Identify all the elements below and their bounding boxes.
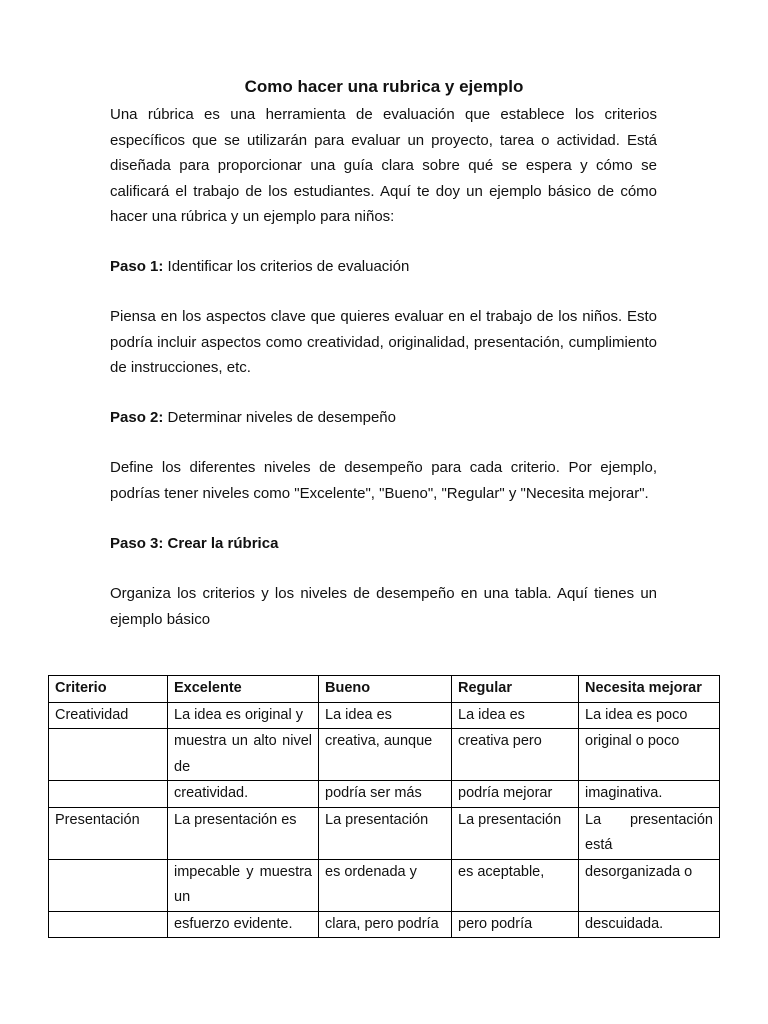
table-cell xyxy=(49,859,168,911)
table-cell: clara, pero podría xyxy=(319,911,452,938)
step1-heading xyxy=(110,254,657,280)
table-cell: podría mejorar xyxy=(452,781,579,808)
header-excelente: Excelente xyxy=(168,676,319,703)
table-cell: podría ser más xyxy=(319,781,452,808)
table-cell: pero podría xyxy=(452,911,579,938)
table-row xyxy=(49,859,720,911)
table-cell: descuidada. xyxy=(579,911,720,938)
table-cell xyxy=(49,781,168,808)
table-cell: creatividad. xyxy=(168,781,319,808)
table-row xyxy=(49,729,720,781)
table-cell: muestra un alto nivel de xyxy=(168,729,319,781)
table-cell: imaginativa. xyxy=(579,781,720,808)
table-row xyxy=(49,911,720,938)
table-cell: La presentación está xyxy=(579,807,720,859)
table-row xyxy=(49,781,720,808)
table-cell xyxy=(49,729,168,781)
intro-paragraph: Una rúbrica es una herramienta de evaluación que establece los criterios específicos que se utilizarán para evaluar un proyecto, tarea o actividad. Está diseñada para proporcionar una guía clara sobre qué se espera y cómo se calificará el trabajo de los estudiantes. Aquí te doy un ejemplo básico de cómo hacer una rúbrica y un ejemplo para niños: xyxy=(110,106,657,225)
table-cell: La presentación es xyxy=(168,807,319,859)
document-title: Como hacer una rubrica y ejemplo xyxy=(244,77,524,96)
step2-label: Paso 2: xyxy=(110,409,164,426)
table-cell: La idea es original y xyxy=(168,702,319,729)
table-cell: La presentación xyxy=(452,807,579,859)
step2-heading xyxy=(110,405,657,431)
step1-label: Paso 1: xyxy=(110,258,164,275)
step2-text: Determinar niveles de desempeño xyxy=(163,409,396,426)
step3-paragraph: Organiza los criterios y los niveles de desempeño en una tabla. Aquí tienes un ejemplo básico xyxy=(110,585,657,628)
table-cell: es aceptable, xyxy=(452,859,579,911)
header-regular: Regular xyxy=(452,676,579,703)
header-necesita-mejorar: Necesita mejorar xyxy=(579,676,720,703)
step3-label: Paso 3: Crear la rúbrica xyxy=(110,535,279,552)
step1-paragraph: Piensa en los aspectos clave que quieres evaluar en el trabajo de los niños. Esto podría incluir aspectos como creatividad, originalidad, presentación, cumplimiento de instrucciones, etc. xyxy=(110,308,657,376)
table-row xyxy=(49,807,720,859)
table-cell: creativa, aunque xyxy=(319,729,452,781)
table-cell xyxy=(49,911,168,938)
table-cell: La idea es xyxy=(319,702,452,729)
table-cell: La presentación xyxy=(319,807,452,859)
table-header-row xyxy=(49,676,720,703)
table-cell: esfuerzo evidente. xyxy=(168,911,319,938)
table-cell: Creatividad xyxy=(49,702,168,729)
table-cell: original o poco xyxy=(579,729,720,781)
table-cell: Presentación xyxy=(49,807,168,859)
table-row xyxy=(49,702,720,729)
table-cell: La idea es xyxy=(452,702,579,729)
step1-text: Identificar los criterios de evaluación xyxy=(163,258,410,275)
header-bueno: Bueno xyxy=(319,676,452,703)
table-cell: creativa pero xyxy=(452,729,579,781)
table-cell: La idea es poco xyxy=(579,702,720,729)
header-criterio: Criterio xyxy=(49,676,168,703)
table-cell: es ordenada y xyxy=(319,859,452,911)
step3-heading xyxy=(110,531,657,557)
rubric-table xyxy=(48,675,720,938)
step2-paragraph: Define los diferentes niveles de desempeño para cada criterio. Por ejemplo, podrías tener niveles como "Excelente", "Bueno", "Regular" y "Necesita mejorar". xyxy=(110,459,657,502)
table-cell: desorganizada o xyxy=(579,859,720,911)
table-cell: impecable y muestra un xyxy=(168,859,319,911)
